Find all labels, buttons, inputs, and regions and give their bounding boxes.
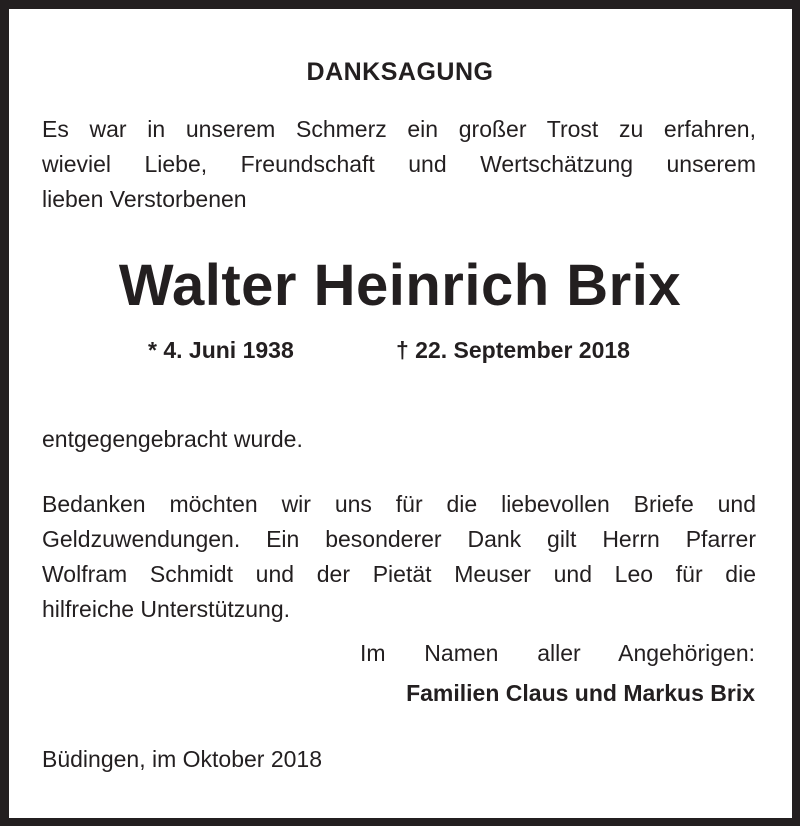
intro-line: Es war in unserem Schmerz ein großer Trost zu erfahren, [42,116,756,142]
intro-line: lieben Verstorbenen [42,186,247,212]
thanks-line: hilfreiche Unterstützung. [42,596,291,622]
intro-paragraph [42,112,756,217]
continuation-text: entgegengebracht wurde. [42,426,303,452]
deceased-name: Walter Heinrich Brix [118,253,682,318]
death-date: † 22. September 2018 [396,337,630,363]
notice-heading: DANKSAGUNG [306,58,494,86]
thanks-line: Wolfram Schmidt und der Pietät Meuser und Leo für die [42,561,756,587]
thanks-line: Geldzuwendungen. Ein besonderer Dank gilt Herrn Pfarrer [42,526,756,552]
intro-line: wieviel Liebe, Freundschaft und Wertschätzung unserem [42,151,756,177]
signatories: Familien Claus und Markus Brix [406,680,755,706]
on-behalf-text: Im Namen aller Angehörigen: [360,640,755,666]
place-date: Büdingen, im Oktober 2018 [42,746,323,772]
thanks-paragraph [42,487,756,627]
thanks-line: Bedanken möchten wir uns für die liebevollen Briefe und [42,491,756,517]
birth-date: * 4. Juni 1938 [148,337,294,363]
